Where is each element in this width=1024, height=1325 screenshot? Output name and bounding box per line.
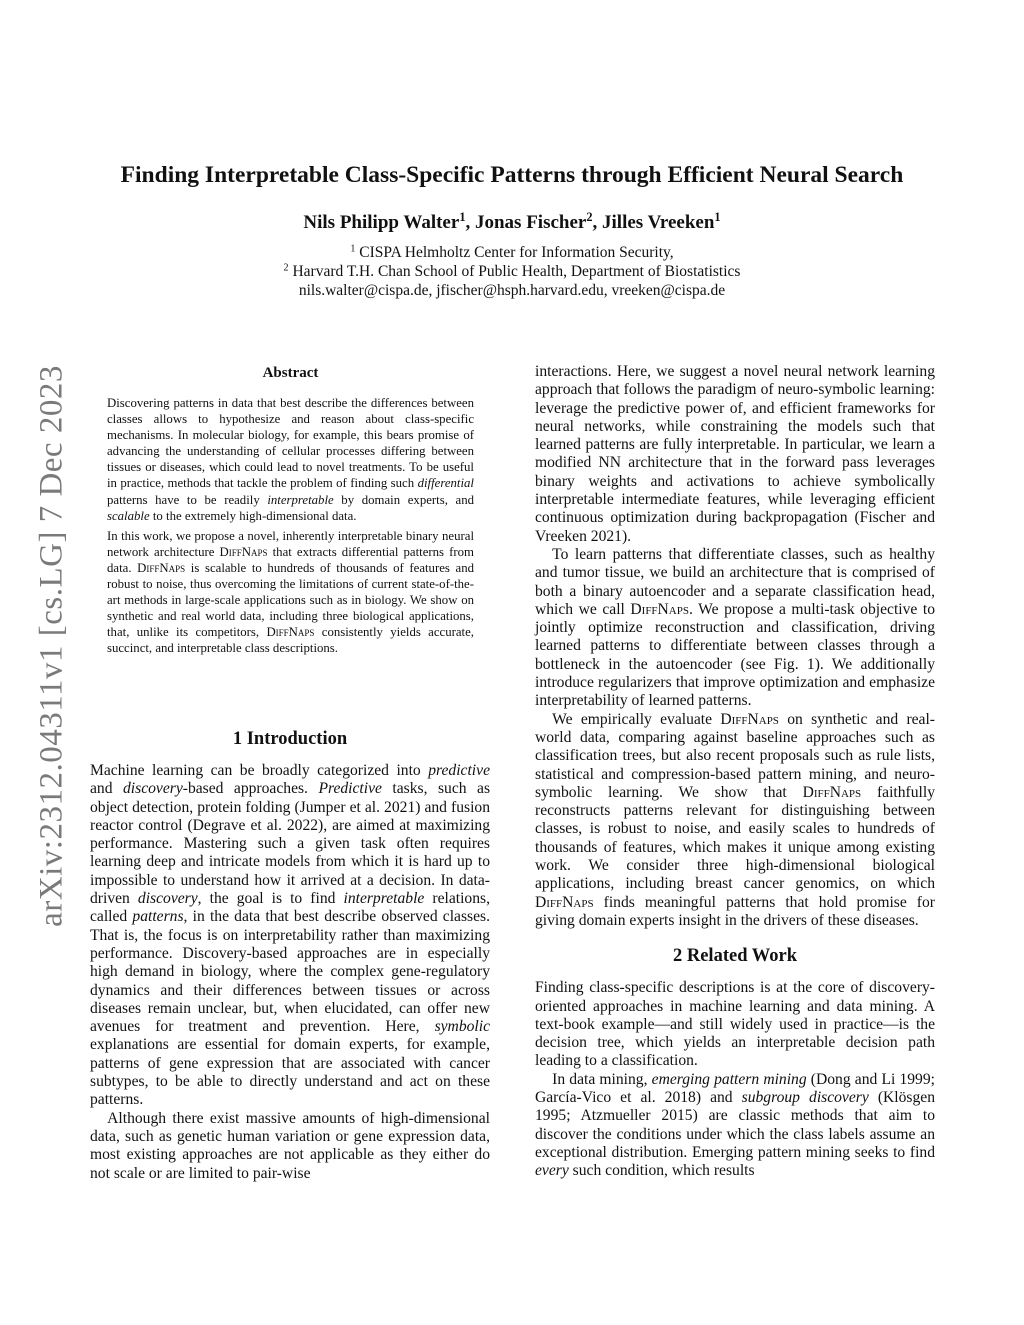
emphasis: subgroup discovery xyxy=(741,1088,869,1106)
emphasis: discovery xyxy=(123,780,183,798)
method-name: DiffNaps xyxy=(720,710,779,728)
affiliation-marker: 1 xyxy=(714,210,721,225)
arxiv-identifier-sidebar xyxy=(28,360,76,932)
author-name: Nils Philipp Walter xyxy=(303,212,460,233)
affiliation-marker: 1 xyxy=(350,243,356,255)
method-name: DiffNaps xyxy=(266,625,315,640)
abstract-section xyxy=(107,360,474,661)
left-column xyxy=(90,727,490,1183)
emphasis: emerging pattern mining xyxy=(651,1070,807,1088)
affiliation-line xyxy=(180,243,844,263)
section-heading-related-work: 2 Related Work xyxy=(672,946,798,967)
emphasis: scalable xyxy=(107,508,150,523)
affiliation-marker: 2 xyxy=(586,210,593,225)
method-name: DiffNaps xyxy=(535,893,594,911)
emphasis: patterns xyxy=(132,908,184,926)
method-name: DiffNaps xyxy=(137,560,186,575)
abstract-heading: Abstract xyxy=(262,365,319,381)
affiliation-text: Harvard T.H. Chan School of Public Health, Department of Biostatistics xyxy=(288,263,741,280)
affiliation-line xyxy=(180,262,844,282)
affiliation-marker: 2 xyxy=(283,262,289,274)
method-name: DiffNaps xyxy=(802,783,862,801)
emphasis: differential xyxy=(417,476,474,491)
author-emails: nils.walter@cispa.de, jfischer@hsph.harvard.edu, vreeken@cispa.de xyxy=(298,282,726,299)
body-paragraph: In data mining, emerging pattern mining (Dong and Li 1999; García-Vico et al. 2018) and subgroup discovery (Klösgen 1995; Atzmueller 2015) are classic methods that aim to discover the conditions under which the class labels assume an exceptional distribution. Emerging pattern mining seeks to find every such condition, which results xyxy=(535,1070,935,1180)
author-name: Jilles Vreeken xyxy=(602,212,715,233)
abstract-paragraph: In this work, we propose a novel, inherently interpretable binary neural network architecture DiffNaps that extracts differential patterns from data. DiffNaps is scalable to hundreds of thousands of features and robust to noise, thus overcoming the limitations of current state-of-the-art methods in large-scale applications such as in biology. We show on synthetic and real world data, including three biological applications, that, unlike its competitors, DiffNaps consistently yields accurate, succinct, and interpretable class descriptions. xyxy=(107,528,474,656)
affiliation-marker: 1 xyxy=(459,210,466,225)
method-name: DiffNaps xyxy=(630,600,689,618)
method-name: DiffNaps xyxy=(219,544,268,559)
body-paragraph: Machine learning can be broadly categorized into predictive and discovery-based approaches. Predictive tasks, such as object detection, protein folding (Jumper et al. 2021) and fusion reactor control (Degrave et al. 2022), are aimed at maximizing performance. Mastering such a given task often requires learning deep and intricate models from which it is hard up to impossible to understand how it arrived at a decision. In data-driven discovery, the goal is to find interpretable relations, called patterns, in the data that best describe observed classes. That is, the focus is on interpretability rather than maximizing performance. Discovery-based approaches are in especially high demand in biology, where the complex gene-regulatory dynamics and their differences between tissues or across diseases remain unclear, but, when elucidated, can offer new avenues for treatment and prevention. Here, symbolic explanations are essential for domain experts, for example, patterns of gene expression that are associated with cancer subtypes, to be able to directly understand and act on these patterns. xyxy=(90,762,491,1109)
emphasis: interpretable xyxy=(267,492,334,507)
affiliation-text: CISPA Helmholtz Center for Information Security, xyxy=(355,244,674,261)
emphasis: discovery xyxy=(137,890,198,908)
paper-title: Finding Interpretable Class-Specific Patterns through Efficient Neural Search xyxy=(120,162,904,188)
arxiv-identifier: arXiv:2312.04311v1 [cs.LG] 7 Dec 2023 xyxy=(33,365,70,927)
right-column xyxy=(535,363,935,1180)
emphasis: Predictive xyxy=(318,780,382,798)
emphasis: predictive xyxy=(428,762,490,779)
author-separator: , xyxy=(465,212,475,233)
abstract-paragraph: Discovering patterns in data that best describe the differences between classes allows to hypothesize and reason about class-specific mechanisms. In molecular biology, for example, this bears promise of advancing the understanding of cellular processes differing between tissues or diseases, which could lead to novel treatments. To be useful in practice, methods that tackle the problem of finding such differential patterns have to be readily interpretable by domain experts, and scalable to the extremely high-dimensional data. xyxy=(107,396,474,523)
emphasis: every xyxy=(535,1162,569,1180)
body-paragraph: interactions. Here, we suggest a novel neural network learning approach that follows the paradigm of neuro-symbolic learning: leverage the predictive power of, and efficient frameworks for neural networks, while constraining the models such that learned patterns are fully interpretable. In particular, we learn a modified NN architecture that in the forward pass leverages binary weights and activations to achieve symbolically interpretable intermediate features, while leveraging efficient continuous optimization during backpropagation (Fischer and Vreeken 2021). xyxy=(535,363,935,545)
emphasis: interpretable xyxy=(343,890,425,908)
body-paragraph: Finding class-specific descriptions is at the core of discovery-oriented approaches in machine learning and data mining. A text-book example—and still widely used in practice—is the decision tree, which yields an interpretable decision path leading to a classification. xyxy=(535,979,935,1070)
emphasis: symbolic xyxy=(434,1018,490,1036)
author-separator: , xyxy=(592,212,603,233)
body-paragraph: Although there exist massive amounts of high-dimensional data, such as genetic human variation or gene expression data, most existing approaches are not applicable as they either do not scale or are limited to pair-wise xyxy=(90,1109,490,1182)
author-list xyxy=(200,208,824,238)
body-paragraph: We empirically evaluate DiffNaps on synthetic and real-world data, comparing against baseline approaches such as classification trees, but also recent proposals such as rule lists, statistical and compression-based pattern mining, and neuro-symbolic learning. We show that DiffNaps faithfully reconstructs patterns relevant for distinguishing between classes, is robust to noise, and easily scales to hundreds of thousands of features, which makes it unique among existing work. We consider three high-dimensional biological applications, including breast cancer genomics, on which DiffNaps finds meaningful patterns that hold promise for giving domain experts insight in the drivers of these diseases. xyxy=(535,710,935,929)
author-name: Jonas Fischer xyxy=(474,212,587,233)
body-paragraph: To learn patterns that differentiate classes, such as healthy and tumor tissue, we build an architecture that is comprised of both a binary autoencoder and a separate classification head, which we call DiffNaps. We propose a multi-task objective to jointly optimize reconstruction and classification, driving learned patterns to differentiate between classes through a bottleneck in the autoencoder (see Fig. 1). We additionally introduce regularizers that improve optimization and emphasize interpretability of learned patterns. xyxy=(535,545,935,710)
section-heading-introduction: 1 Introduction xyxy=(232,729,348,749)
